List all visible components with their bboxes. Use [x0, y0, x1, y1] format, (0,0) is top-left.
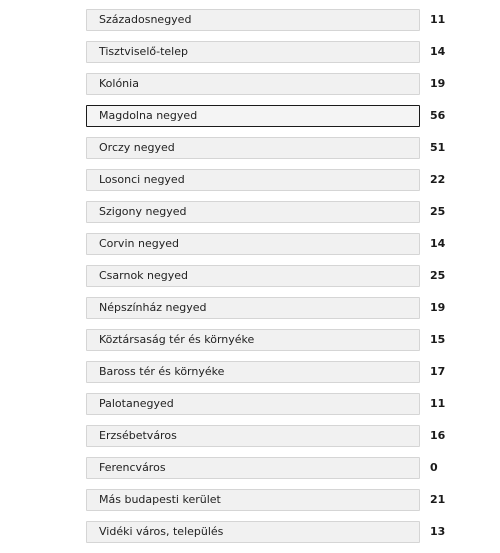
- option-row: [0, 361, 500, 385]
- option-count: 56: [430, 109, 446, 122]
- option-row: [0, 265, 500, 289]
- option-button[interactable]: Tisztviselő-telep: [86, 41, 420, 63]
- option-button-selected[interactable]: Magdolna negyed: [86, 105, 420, 127]
- option-button[interactable]: Baross tér és környéke: [86, 361, 420, 383]
- option-count: 19: [430, 77, 446, 90]
- option-button[interactable]: Népszínház negyed: [86, 297, 420, 319]
- option-row: [0, 233, 500, 257]
- option-count: 19: [430, 301, 446, 314]
- option-button[interactable]: Ferencváros: [86, 457, 420, 479]
- option-row: [0, 105, 500, 129]
- option-button[interactable]: Századosnegyed: [86, 9, 420, 31]
- option-row: [0, 41, 500, 65]
- option-row: [0, 73, 500, 97]
- option-count: 17: [430, 365, 446, 378]
- option-button[interactable]: Kolónia: [86, 73, 420, 95]
- option-count: 21: [430, 493, 446, 506]
- option-button[interactable]: Losonci negyed: [86, 169, 420, 191]
- option-row: [0, 297, 500, 321]
- option-button[interactable]: Corvin negyed: [86, 233, 420, 255]
- option-count: 11: [430, 397, 446, 410]
- option-row: [0, 169, 500, 193]
- option-count: 13: [430, 525, 446, 538]
- option-count: 11: [430, 13, 446, 26]
- option-button[interactable]: Vidéki város, település: [86, 521, 420, 543]
- option-row: [0, 393, 500, 417]
- option-count: 14: [430, 237, 446, 250]
- option-row: [0, 9, 500, 33]
- option-row: [0, 489, 500, 513]
- option-button[interactable]: Csarnok negyed: [86, 265, 420, 287]
- option-row: [0, 457, 500, 481]
- option-row: [0, 329, 500, 353]
- option-count: 15: [430, 333, 446, 346]
- option-row: [0, 521, 500, 545]
- option-button[interactable]: Palotanegyed: [86, 393, 420, 415]
- option-count: 51: [430, 141, 446, 154]
- option-row: [0, 137, 500, 161]
- option-count: 14: [430, 45, 446, 58]
- option-count: 25: [430, 205, 446, 218]
- option-count: 22: [430, 173, 446, 186]
- option-button[interactable]: Erzsébetváros: [86, 425, 420, 447]
- option-row: [0, 425, 500, 449]
- option-button[interactable]: Más budapesti kerület: [86, 489, 420, 511]
- option-button[interactable]: Orczy negyed: [86, 137, 420, 159]
- option-count: 25: [430, 269, 446, 282]
- option-count: 16: [430, 429, 446, 442]
- option-button[interactable]: Szigony negyed: [86, 201, 420, 223]
- option-count: 0: [430, 461, 438, 474]
- option-button[interactable]: Köztársaság tér és környéke: [86, 329, 420, 351]
- option-row: [0, 201, 500, 225]
